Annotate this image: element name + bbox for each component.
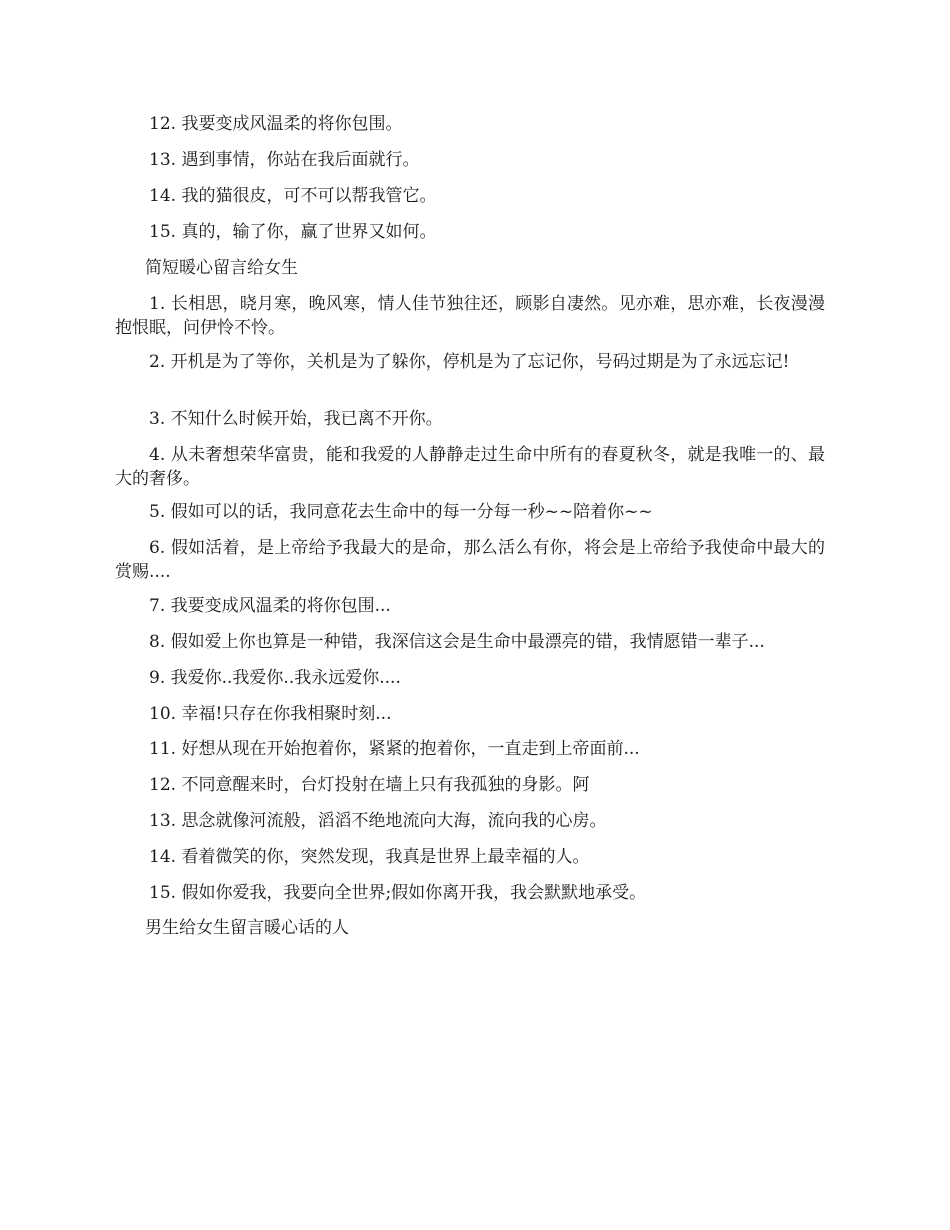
list-item: 14. 我的猫很皮，可不可以帮我管它。 <box>149 186 437 206</box>
section-heading: 男生给女生留言暖心话的人 <box>145 918 349 938</box>
list-item: 10. 幸福!只存在你我相聚时刻... <box>149 704 392 724</box>
list-item: 1. 长相思，晓月寒，晚风寒，情人佳节独往还，顾影自凄然。见亦难，思亦难，长夜漫漫抱恨眠，问伊怜不怜。 <box>115 294 825 338</box>
list-item: 3. 不知什么时候开始，我已离不开你。 <box>149 409 443 429</box>
list-item: 12. 不同意醒来时，台灯投射在墙上只有我孤独的身影。阿 <box>149 775 590 795</box>
list-item: 2. 开机是为了等你，关机是为了躲你，停机是为了忘记你，号码过期是为了永远忘记! <box>149 352 790 372</box>
list-item: 7. 我要变成风温柔的将你包围... <box>149 596 391 616</box>
list-item: 14. 看着微笑的你，突然发现，我真是世界上最幸福的人。 <box>149 847 590 867</box>
list-item: 13. 遇到事情，你站在我后面就行。 <box>149 150 420 170</box>
list-item: 6. 假如活着，是上帝给予我最大的是命，那么活么有你，将会是上帝给予我使命中最大的赏赐.... <box>115 538 825 582</box>
list-item: 9. 我爱你..我爱你..我永远爱你.... <box>149 668 401 688</box>
list-item: 15. 真的，输了你，赢了世界又如何。 <box>149 222 437 242</box>
list-item: 5. 假如可以的话，我同意花去生命中的每一分每一秒~~陪着你~~ <box>149 502 653 522</box>
list-item: 15. 假如你爱我，我要向全世界;假如你离开我，我会默默地承受。 <box>149 883 647 903</box>
list-item: 13. 思念就像河流般，滔滔不绝地流向大海，流向我的心房。 <box>149 811 607 831</box>
section-heading: 简短暖心留言给女生 <box>145 258 298 278</box>
list-item: 12. 我要变成风温柔的将你包围。 <box>149 114 403 134</box>
list-item: 8. 假如爱上你也算是一种错，我深信这会是生命中最漂亮的错，我情愿错一辈子... <box>149 632 765 652</box>
list-item: 11. 好想从现在开始抱着你，紧紧的抱着你，一直走到上帝面前... <box>149 739 640 759</box>
list-item: 4. 从未奢想荣华富贵，能和我爱的人静静走过生命中所有的春夏秋冬，就是我唯一的、最大的奢侈。 <box>115 445 825 489</box>
